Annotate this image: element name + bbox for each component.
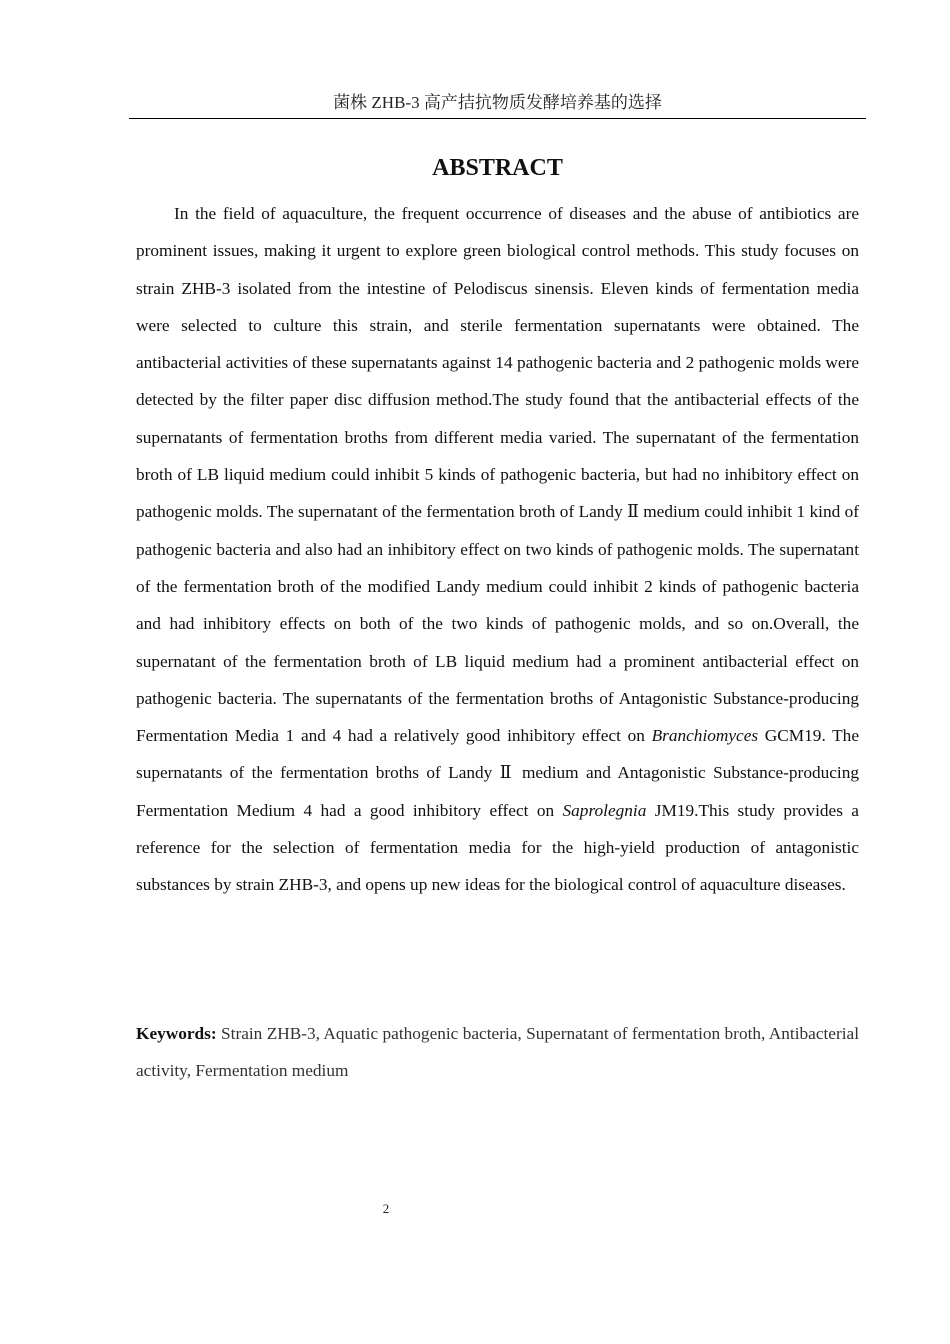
abstract-species-branchiomyces: Branchiomyces xyxy=(651,726,759,746)
abstract-species-saprolegnia: Saprolegnia xyxy=(562,800,647,820)
abstract-title: ABSTRACT xyxy=(432,155,563,181)
abstract-text-part-2: GCM19. The supernatants of the fermentation broths of Landy Ⅱ medium and Antagonistic Substance-producing Fermentation Medium 4 had a good inhibitory effect on xyxy=(136,726,859,820)
abstract-text-part-3: JM19.This study provides a reference for the selection of fermentation media for the high-yield production of antagonistic substances by strain ZHB-3, and opens up new ideas for the biological control of aquaculture diseases. xyxy=(136,800,859,895)
keywords-text: Strain ZHB-3, Aquatic pathogenic bacteria, Supernatant of fermentation broth, Antibacterial activity, Fermentation medium xyxy=(136,1024,859,1081)
page-number: 2 xyxy=(382,1201,390,1216)
keywords-paragraph xyxy=(136,1015,859,1090)
abstract-body xyxy=(136,195,859,904)
abstract-text-part-1: In the field of aquaculture, the frequent occurrence of diseases and the abuse of antibiotics are prominent issues, making it urgent to explore green biological control methods. This study focuses on strain ZHB-3 isolated from the intestine of Pelodiscus sinensis. Eleven kinds of fermentation media were selected to culture this strain, and sterile fermentation supernatants were obtained. The antibacterial activities of these supernatants against 14 pathogenic bacteria and 2 pathogenic molds were detected by the filter paper disc diffusion method.The study found that the antibacterial effects of the supernatants of fermentation broths from different media varied. The supernatant of the fermentation broth of LB liquid medium could inhibit 5 kinds of pathogenic bacteria, but had no inhibitory effect on pathogenic molds. The supernatant of the fermentation broth of Landy Ⅱ medium could inhibit 1 kind of pathogenic bacteria and also had an inhibitory effect on two kinds of pathogenic molds. The supernatant of the fermentation broth of the modified Landy medium could inhibit 2 kinds of pathogenic bacteria and had inhibitory effects on both of the two kinds of pathogenic molds, and so on.Overall, the supernatant of the fermentation broth of LB liquid medium had a prominent antibacterial effect on pathogenic bacteria. The supernatants of the fermentation broths of Antagonistic Substance-producing Fermentation Media 1 and 4 had a relatively good inhibitory effect on xyxy=(136,204,859,746)
running-header: 菌株 ZHB-3 高产拮抗物质发酵培养基的选择 xyxy=(129,92,866,119)
keywords-label: Keywords: xyxy=(136,1024,217,1043)
